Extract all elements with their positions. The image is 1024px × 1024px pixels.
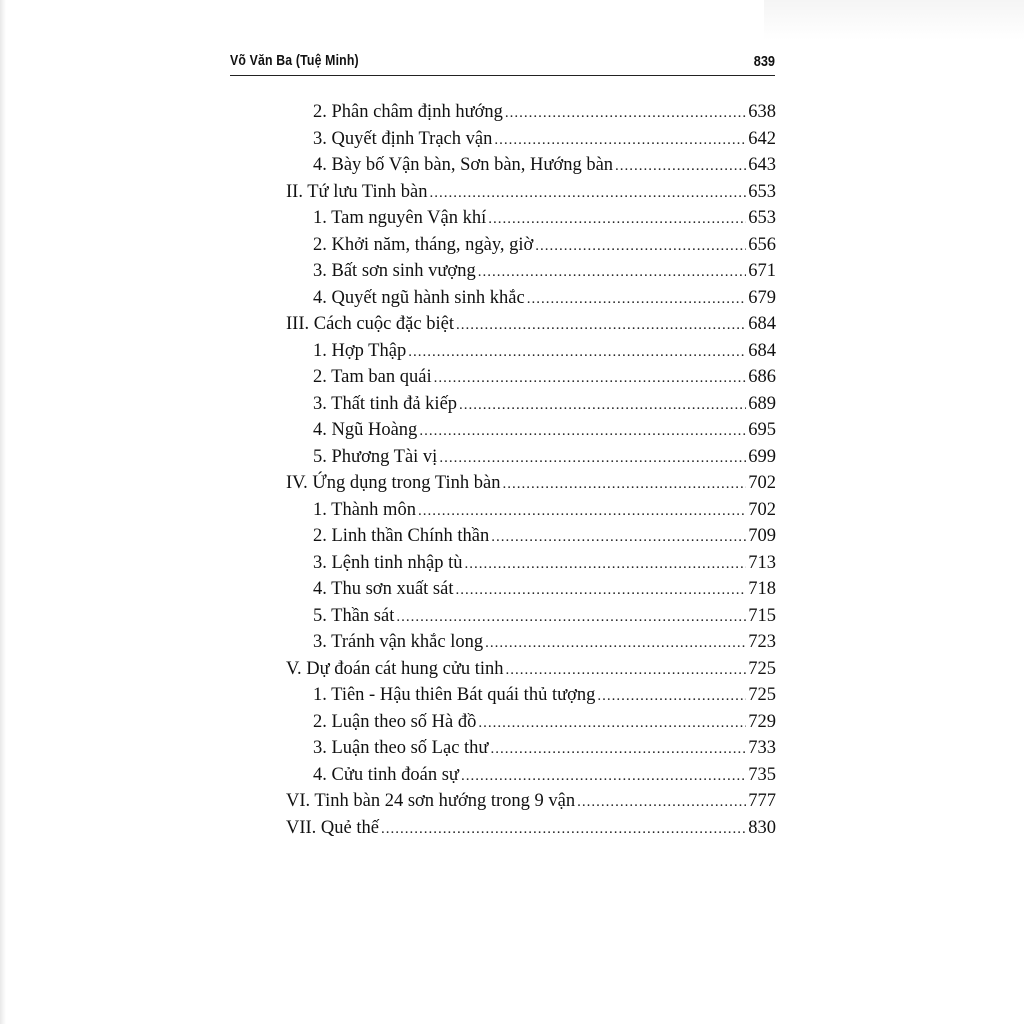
toc-entry-title: 2. Luận theo số Hà đồ xyxy=(313,711,477,732)
toc-entry xyxy=(286,447,776,474)
toc-entry xyxy=(286,473,776,500)
toc-entry xyxy=(286,208,776,235)
toc-entry-title: VI. Tinh bàn 24 sơn hướng trong 9 vận xyxy=(286,791,576,811)
toc-entry xyxy=(286,288,776,315)
toc-entry xyxy=(286,394,776,421)
page-edge xyxy=(0,0,6,1024)
toc-entry xyxy=(286,659,776,686)
toc-entry-page: 638 xyxy=(748,102,776,122)
toc-entry xyxy=(286,818,776,845)
toc-entry xyxy=(286,367,776,394)
toc-entry-title: 3. Lệnh tinh nhập tù xyxy=(313,552,463,573)
toc-entry xyxy=(286,791,776,818)
toc-entry-title: 5. Phương Tài vị xyxy=(313,446,438,467)
toc-entry xyxy=(286,420,776,447)
toc-entry-page: 671 xyxy=(748,261,776,281)
toc-entry-page: 777 xyxy=(748,791,776,811)
dot-leader xyxy=(535,238,746,255)
toc-entry-title: V. Dự đoán cát hung cửu tinh xyxy=(286,658,504,679)
running-header xyxy=(230,52,775,76)
dot-leader xyxy=(488,211,746,228)
dot-leader xyxy=(419,423,746,440)
toc-entry-title: 3. Luận theo số Lạc thư xyxy=(313,738,489,758)
toc-entry-page: 729 xyxy=(748,711,776,732)
header-author: Võ Văn Ba (Tuệ Minh) xyxy=(230,52,359,69)
dot-leader xyxy=(502,476,746,493)
toc-entry-title: III. Cách cuộc đặc biệt xyxy=(286,314,454,334)
toc-entry-page: 830 xyxy=(748,817,776,838)
toc-entry xyxy=(286,553,776,580)
toc-entry-title: 1. Tam nguyên Vận khí xyxy=(313,208,487,228)
toc-entry-title: 3. Thất tinh đả kiếp xyxy=(313,393,458,414)
toc-entry-page: 702 xyxy=(748,473,776,493)
dot-leader xyxy=(465,556,747,573)
toc-entry xyxy=(286,155,776,182)
toc-entry-title: 2. Tam ban quái xyxy=(313,367,432,387)
dot-leader xyxy=(577,794,746,811)
dot-leader xyxy=(455,582,746,599)
toc-entry-page: 653 xyxy=(748,208,776,228)
dot-leader xyxy=(434,370,747,387)
dot-leader xyxy=(418,503,746,520)
toc-entry-page: 735 xyxy=(748,764,776,785)
dot-leader xyxy=(408,344,746,361)
toc-entry xyxy=(286,235,776,262)
toc-entry-title: VII. Quẻ thế xyxy=(286,817,379,838)
toc-entry xyxy=(286,685,776,712)
toc-entry-page: 713 xyxy=(748,552,776,573)
dot-leader xyxy=(494,132,746,149)
toc-entry-page: 699 xyxy=(748,446,776,467)
toc-entry-title: 1. Tiên - Hậu thiên Bát quái thủ tượng xyxy=(313,685,596,705)
toc-entry-title: 2. Phân châm định hướng xyxy=(313,102,503,122)
toc-entry-page: 725 xyxy=(748,658,776,679)
toc-entry-title: 1. Hợp Thập xyxy=(313,340,407,361)
dot-leader xyxy=(381,821,746,838)
toc-entry-title: II. Tứ lưu Tinh bàn xyxy=(286,181,428,202)
toc-entry-page: 723 xyxy=(748,632,776,652)
toc-entry-page: 725 xyxy=(748,685,776,705)
toc-entry xyxy=(286,129,776,156)
header-page-number: 839 xyxy=(753,53,775,70)
toc-entry xyxy=(286,500,776,527)
dot-leader xyxy=(505,105,746,122)
dot-leader xyxy=(456,317,746,334)
dot-leader xyxy=(597,688,746,705)
dot-leader xyxy=(478,715,746,732)
toc-entry xyxy=(286,102,776,129)
dot-leader xyxy=(485,635,746,652)
toc-entry xyxy=(286,182,776,209)
toc-entry-title: IV. Ứng dụng trong Tinh bàn xyxy=(286,473,501,493)
dot-leader xyxy=(506,662,747,679)
toc-entry xyxy=(286,765,776,792)
toc-entry xyxy=(286,738,776,765)
toc-entry-page: 653 xyxy=(748,181,776,202)
toc-entry-page: 702 xyxy=(748,499,776,520)
toc-entry-title: 4. Thu sơn xuất sát xyxy=(313,579,454,599)
toc-entry-title: 5. Thần sát xyxy=(313,605,395,626)
dot-leader xyxy=(459,397,746,414)
toc-entry xyxy=(286,341,776,368)
toc-entry-title: 4. Quyết ngũ hành sinh khắc xyxy=(313,287,525,308)
toc-entry xyxy=(286,261,776,288)
header-rule xyxy=(230,75,775,76)
toc-entry xyxy=(286,579,776,606)
toc-entry-page: 718 xyxy=(748,579,776,599)
toc-entry-title: 4. Cửu tinh đoán sự xyxy=(313,764,459,785)
toc-entry-page: 684 xyxy=(748,340,776,361)
toc-entry-title: 3. Bất sơn sinh vượng xyxy=(313,261,476,281)
toc-entry-title: 4. Bày bố Vận bàn, Sơn bàn, Hướng bàn xyxy=(313,155,614,175)
toc-entry-page: 689 xyxy=(748,393,776,414)
toc-entry-page: 643 xyxy=(748,155,776,175)
dot-leader xyxy=(527,291,747,308)
dot-leader xyxy=(396,609,746,626)
toc-entry-page: 642 xyxy=(748,128,776,149)
toc-entry-page: 733 xyxy=(748,738,776,758)
dot-leader xyxy=(461,768,746,785)
toc-entry-page: 686 xyxy=(748,367,776,387)
toc-entry xyxy=(286,526,776,553)
toc-entry xyxy=(286,712,776,739)
toc-entry-page: 695 xyxy=(748,420,776,440)
toc-entry-page: 709 xyxy=(748,526,776,546)
dot-leader xyxy=(439,450,746,467)
toc-entry-page: 715 xyxy=(748,605,776,626)
dot-leader xyxy=(490,741,746,758)
toc-entry xyxy=(286,314,776,341)
toc-entry xyxy=(286,606,776,633)
dot-leader xyxy=(430,185,747,202)
table-of-contents xyxy=(286,102,776,844)
toc-entry-title: 3. Tránh vận khắc long xyxy=(313,632,484,652)
toc-entry-title: 1. Thành môn xyxy=(313,499,416,520)
dot-leader xyxy=(478,264,747,281)
dot-leader xyxy=(491,529,746,546)
toc-entry-page: 679 xyxy=(748,287,776,308)
toc-entry-page: 656 xyxy=(748,234,776,255)
toc-entry-title: 2. Linh thần Chính thần xyxy=(313,526,490,546)
scan-shadow xyxy=(764,0,1024,40)
dot-leader xyxy=(615,158,746,175)
toc-entry-title: 2. Khởi năm, tháng, ngày, giờ xyxy=(313,234,534,255)
toc-entry-page: 684 xyxy=(748,314,776,334)
toc-entry-title: 4. Ngũ Hoàng xyxy=(313,420,418,440)
toc-entry-title: 3. Quyết định Trạch vận xyxy=(313,128,493,149)
toc-entry xyxy=(286,632,776,659)
